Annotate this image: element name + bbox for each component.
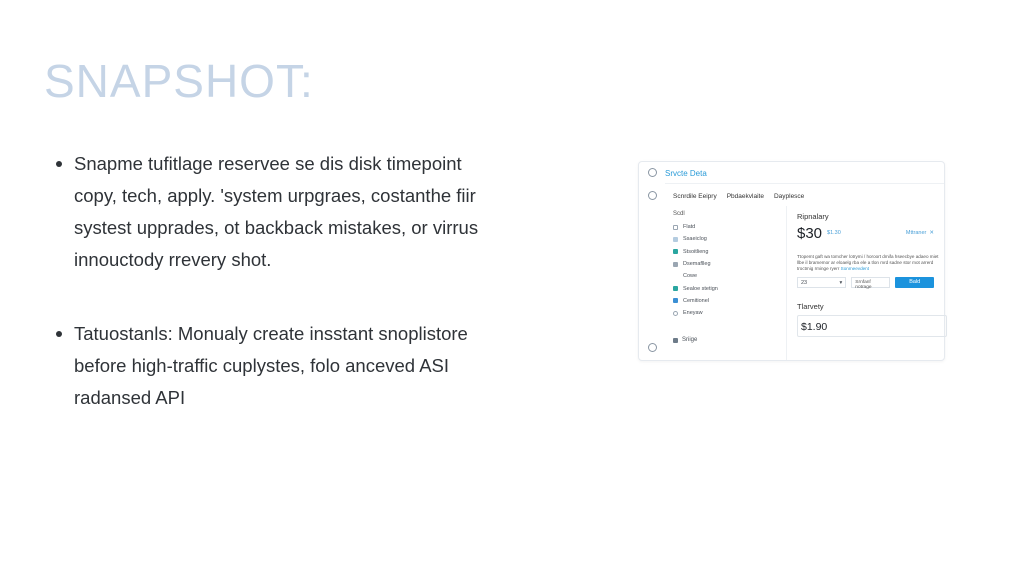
nav-item-label: Sealoe stetign: [683, 285, 718, 292]
chevron-down-icon: ▾: [839, 280, 843, 286]
app-header: [665, 162, 944, 184]
total-field[interactable]: [797, 315, 947, 337]
section-label: Ripnalary: [797, 212, 829, 221]
list-icon: [673, 237, 678, 242]
nav-item[interactable]: [673, 258, 718, 270]
storage-input[interactable]: Srnfanf notrage: [851, 277, 890, 288]
icon-rail: [639, 162, 665, 360]
bullet-list: [54, 148, 494, 414]
nav-item-label: Stsoitlieng: [683, 248, 709, 255]
nav-item-label: Ssaeiclog: [683, 236, 707, 243]
price-tag[interactable]: [906, 230, 934, 236]
nav-item[interactable]: [673, 295, 718, 307]
nav-item[interactable]: [673, 307, 718, 319]
nav-item[interactable]: [673, 233, 718, 245]
nav-item-label: Eneyaw: [683, 310, 703, 317]
settings-icon: [673, 286, 678, 291]
nav-panel: [665, 206, 787, 360]
total-value: $1.90: [801, 321, 828, 333]
close-icon: ✕: [929, 230, 934, 236]
circle-icon: [673, 311, 678, 316]
disk-icon: [673, 249, 678, 254]
bullet-dot-icon: [56, 331, 62, 337]
nav-item-label: Cemitionel: [683, 297, 709, 304]
app-title: Srvcte Deta: [665, 169, 707, 178]
nav-list: [673, 221, 718, 319]
tab-bar: [673, 193, 804, 200]
detail-panel: [787, 206, 944, 360]
price-value: $30: [797, 224, 823, 242]
total-label: Tlarvety: [797, 302, 824, 311]
flag-icon: [673, 225, 678, 230]
clock-icon[interactable]: [648, 168, 657, 177]
slide-title: SNAPSHOT:: [44, 55, 314, 107]
app-mockup-window: [638, 161, 945, 361]
nav-heading: Scdl: [673, 211, 685, 217]
price-note: $1.30: [827, 230, 841, 236]
description-link[interactable]: Sonmeevdent: [840, 266, 870, 271]
nav-item[interactable]: [673, 282, 718, 294]
tab-deploy[interactable]: Dayplesce: [773, 193, 805, 200]
nav-item-label: Flatd: [683, 224, 696, 231]
apply-button[interactable]: Bald: [895, 277, 934, 288]
price-tag-label: Mttraner: [905, 230, 927, 236]
bullet-text: Tatuostanls: Monualy create insstant snoplistore before high-traffic cuplystes, folo anceved ASI radansed API: [74, 323, 468, 408]
tab-schedule[interactable]: Scnrdile Eeipry: [673, 193, 717, 200]
grid-icon: [673, 338, 678, 343]
select-value: 23: [801, 280, 808, 286]
description: [797, 254, 945, 272]
nav-item[interactable]: [673, 270, 718, 282]
controls-row: [797, 277, 934, 288]
blank-icon: [673, 274, 678, 279]
refresh-icon[interactable]: [648, 191, 657, 200]
nav-footer-label: Sriige: [682, 337, 698, 343]
quantity-select[interactable]: [797, 277, 846, 288]
description-text: Ttopemt gaft wa tomcher lotrymi / horoort dmifa hseecbye adaeo miet llbe il bramemor ar eloaelg rba ele a tlon mrd sadne stor mot arrerd troctmig rminge ryerr: [797, 254, 939, 271]
nav-item-label: Dsemaflleg: [683, 261, 711, 268]
nav-item[interactable]: [673, 221, 718, 233]
history-icon[interactable]: [648, 343, 657, 352]
nav-footer[interactable]: [673, 337, 697, 343]
document-icon: [673, 298, 678, 303]
price-row: [797, 224, 934, 242]
bullet-text: Snapme tufitlage reservee se dis disk timepoint copy, tech, apply. 'system urpgraes, costanthe fiir systest upprades, ot backback mistakes, or virrus innouctody rrevery shot.: [74, 153, 479, 270]
bullet-item: [54, 148, 494, 276]
nav-item-label: Cowe: [683, 273, 698, 280]
nav-item[interactable]: [673, 246, 718, 258]
bullet-item: [54, 318, 494, 414]
database-icon: [673, 262, 678, 267]
bullet-dot-icon: [56, 161, 62, 167]
tab-update[interactable]: Pbdaekvlaite: [726, 193, 764, 200]
